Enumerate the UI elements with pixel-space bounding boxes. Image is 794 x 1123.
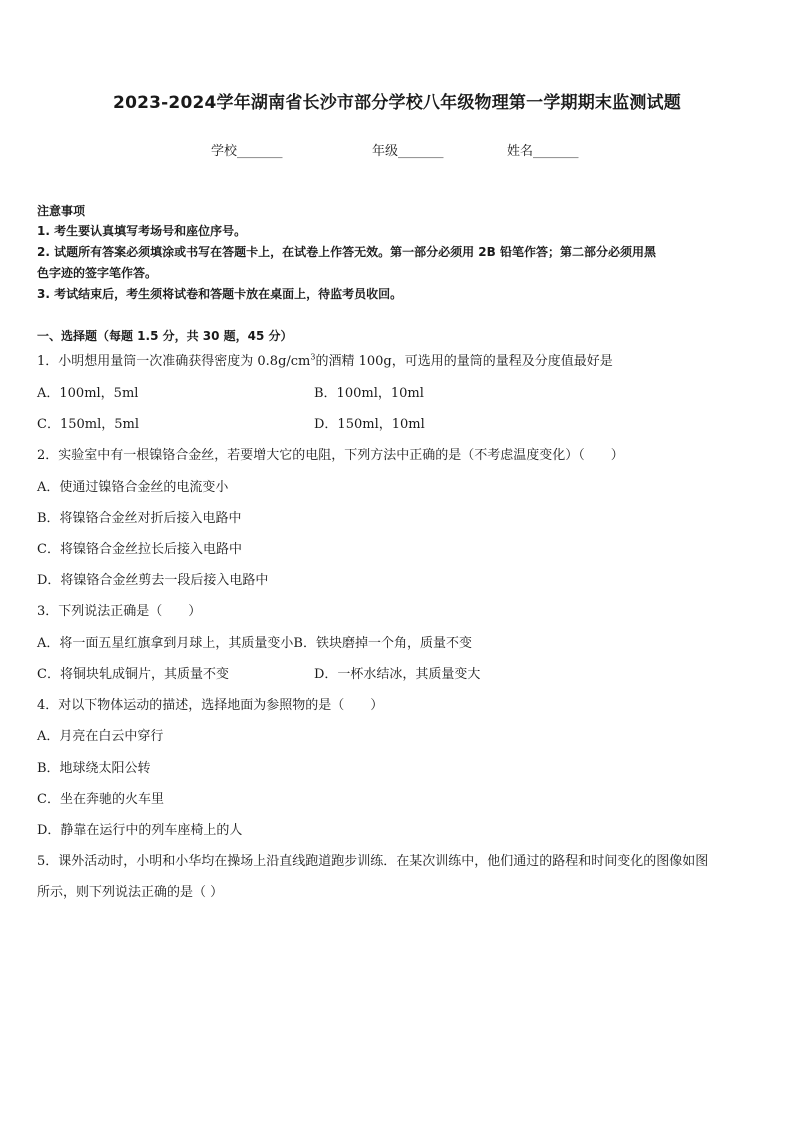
question-4-stem: 4．对以下物体运动的描述，选择地面为参照物的是（ ） (37, 698, 384, 713)
note-item-2-line2: 色字迹的签字笔作答。 (37, 266, 158, 280)
question-4-option-d: D．静靠在运行中的列车座椅上的人 (37, 823, 243, 838)
question-4-option-b: B．地球绕太阳公转 (37, 761, 151, 776)
question-1-stem (37, 353, 613, 371)
grade-field[interactable]: 年级_______ (372, 144, 444, 159)
question-2-option-a: A．使通过镍铬合金丝的电流变小 (37, 480, 229, 495)
name-field[interactable]: 姓名_______ (507, 144, 579, 159)
question-1-stem-superscript: 3 (310, 352, 316, 362)
question-2-option-d: D．将镍铬合金丝剪去一段后接入电路中 (37, 573, 269, 588)
question-1-option-b: B．100ml，10ml (314, 386, 424, 401)
question-3-stem: 3．下列说法正确是（ ） (37, 604, 202, 619)
question-3-options-ab: A．将一面五星红旗拿到月球上，其质量变小B．铁块磨掉一个角，质量不变 (37, 636, 472, 651)
question-2-option-c: C．将镍铬合金丝拉长后接入电路中 (37, 542, 242, 557)
question-1-stem-part2: 的酒精 100g，可选用的量筒的量程及分度值最好是 (315, 354, 613, 369)
question-5-stem-line2: 所示，则下列说法正确的是（ ） (37, 885, 224, 900)
question-2-option-b: B．将镍铬合金丝对折后接入电路中 (37, 511, 242, 526)
question-4-option-c: C．坐在奔驰的火车里 (37, 792, 164, 807)
question-4-option-a: A．月亮在白云中穿行 (37, 729, 164, 744)
note-item-3: 3. 考试结束后，考生须将试卷和答题卡放在桌面上，待监考员收回。 (37, 287, 403, 301)
question-2-stem: 2．实验室中有一根镍铬合金丝，若要增大它的电阻，下列方法中正确的是（不考虑温度变化）（ ） (37, 448, 624, 463)
question-1-option-a: A．100ml，5ml (37, 386, 139, 401)
question-5-stem-line1: 5．课外活动时，小明和小华均在操场上沿直线跑道跑步训练．在某次训练中，他们通过的路程和时间变化的图像如图 (37, 854, 709, 869)
notes-heading: 注意事项 (37, 204, 86, 218)
question-3-option-c: C．将铜块轧成铜片，其质量不变 (37, 667, 229, 682)
question-1-option-c: C．150ml，5ml (37, 417, 140, 432)
exam-title: 2023-2024学年湖南省长沙市部分学校八年级物理第一学期期末监测试题 (113, 93, 681, 113)
school-field[interactable]: 学校_______ (211, 144, 283, 159)
note-item-1: 1. 考生要认真填写考场号和座位序号。 (37, 224, 247, 238)
question-3-option-d: D．一杯水结冰，其质量变大 (314, 667, 481, 682)
question-1-stem-part1: 1．小明想用量筒一次准确获得密度为 0.8g/cm (37, 354, 311, 369)
question-1-option-d: D．150ml，10ml (314, 417, 425, 432)
note-item-2-line1: 2. 试题所有答案必须填涂或书写在答题卡上，在试卷上作答无效。第一部分必须用 2B 铅笔作答；第二部分必须用黑 (37, 245, 656, 259)
section-heading: 一、选择题（每题 1.5 分，共 30 题，45 分） (37, 329, 293, 343)
